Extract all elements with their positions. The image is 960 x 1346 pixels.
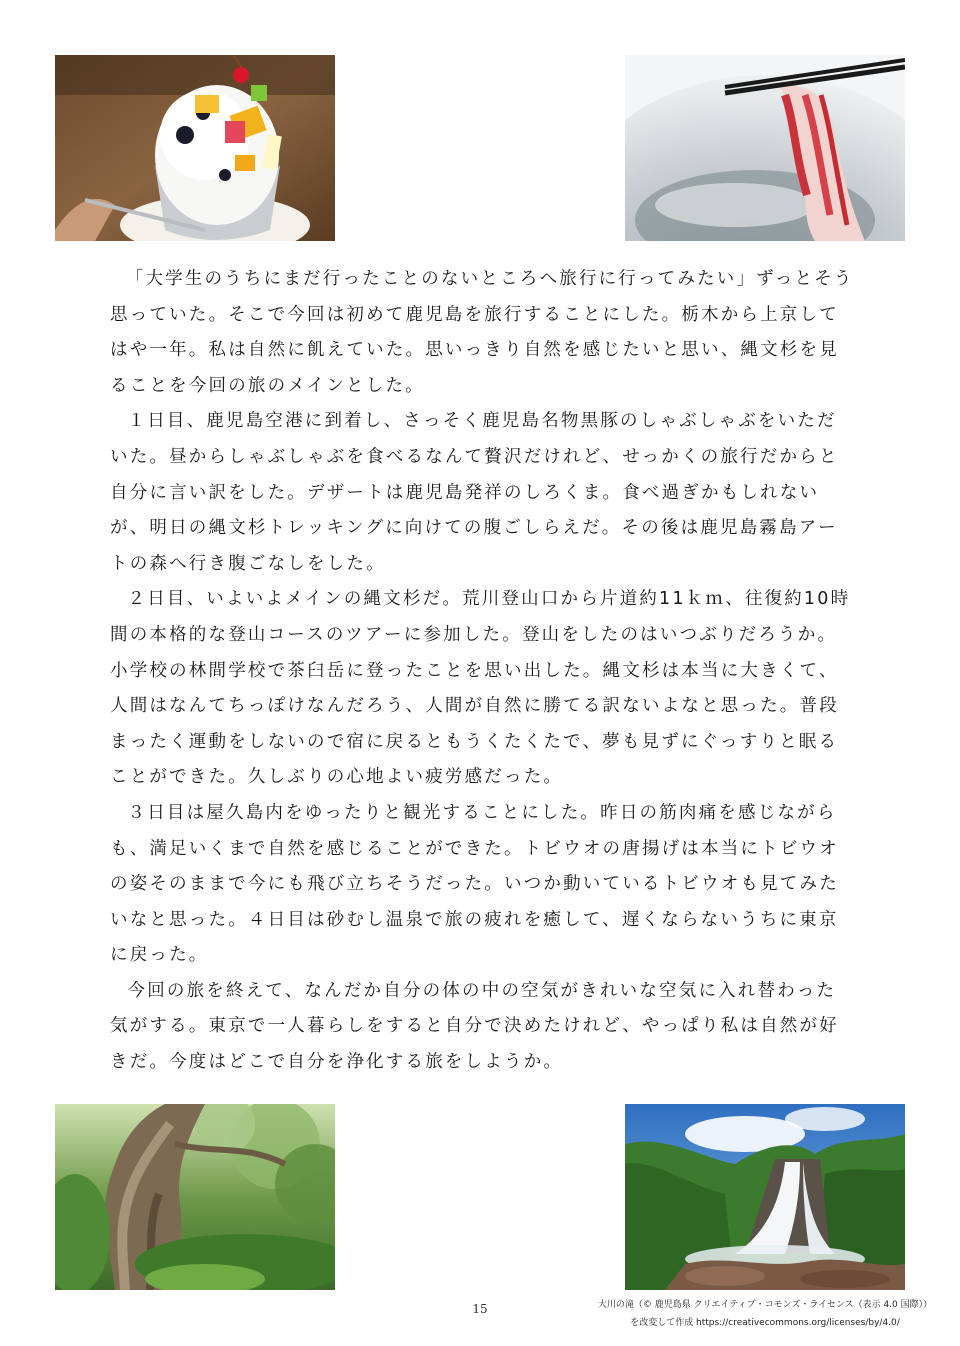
jomonsugi-forest-photo bbox=[55, 1104, 335, 1290]
caption-line-1: 大川の滝（© 鹿児島県 クリエイティブ・コモンズ・ライセンス（表示 4.0 国際）） bbox=[597, 1300, 933, 1310]
paragraph-intro: 「大学生のうちにまだ行ったことのないところへ旅行に行ってみたい」ずっとそう思っていた。そこで今回は初めて鹿児島を旅行することにした。栃木から上京してはや一年。私は自然に飢えていた。思いっきり自然を感じたいと思い、縄文杉を見ることを今回の旅のメインとした。 bbox=[110, 269, 854, 396]
paragraph-day3: ３日目は屋久島内をゆったりと観光することにした。昨日の筋肉痛を感じながらも、満足いくまで自然を感じることができた。トビウオの唐揚げは本当にトビウオの姿そのままで今にも飛び立ちそうだった。いつか動いているトビウオも見てみたいなと思った。４日目は砂むし温泉で旅の疲れを癒して、遅くならないうちに東京に戻った。 bbox=[110, 802, 839, 966]
kurobuta-shabushabu-photo bbox=[625, 55, 905, 241]
page-number: 15 bbox=[472, 1302, 488, 1316]
paragraph-day2: ２日目、いよいよメインの縄文杉だ。荒川登山口から片道約11ｋｍ、往復約10時間の本格的な登山コースのツアーに参加した。登山をしたのはいつぶりだろうか。小学校の林間学校で茶臼岳に登ったことを思い出した。縄文杉は本当に大きくて、人間はなんてちっぽけなんだろう、人間が自然に勝てる訳ないよなと思った。普段まったく運動をしないので宿に戻るともうくたくたで、夢も見ずにぐっすりと眠ることができた。久しぶりの心地よい疲労感だった。 bbox=[110, 589, 851, 788]
paragraph-day1: １日目、鹿児島空港に到着し、さっそく鹿児島名物黒豚のしゃぶしゃぶをいただいた。昼からしゃぶしゃぶを食べるなんて贅沢だけれど、せっかくの旅行だからと自分に言い訳をした。デザートは鹿児島発祥のしろくま。食べ過ぎかもしれないが、明日の縄文杉トレッキングに向けての腹ごしらえだ。その後は鹿児島霧島アートの森へ行き腹ごなしをした。 bbox=[110, 411, 839, 574]
paragraph-conclusion: 今回の旅を終えて、なんだか自分の体の中の空気がきれいな空気に入れ替わった気がする。東京で一人暮らしをすると自分で決めたけれど、やっぱり私は自然が好きだ。今度はどこで自分を浄化する旅をしようか。 bbox=[110, 980, 839, 1073]
essay-body bbox=[110, 262, 855, 1081]
caption-line-2: を改変して作成 https://creativecommons.org/licenses/by/4.0/ bbox=[630, 1318, 900, 1328]
photo-credit-caption bbox=[585, 1296, 945, 1332]
ookawa-waterfall-photo bbox=[625, 1104, 905, 1290]
shirokuma-dessert-photo bbox=[55, 55, 335, 241]
